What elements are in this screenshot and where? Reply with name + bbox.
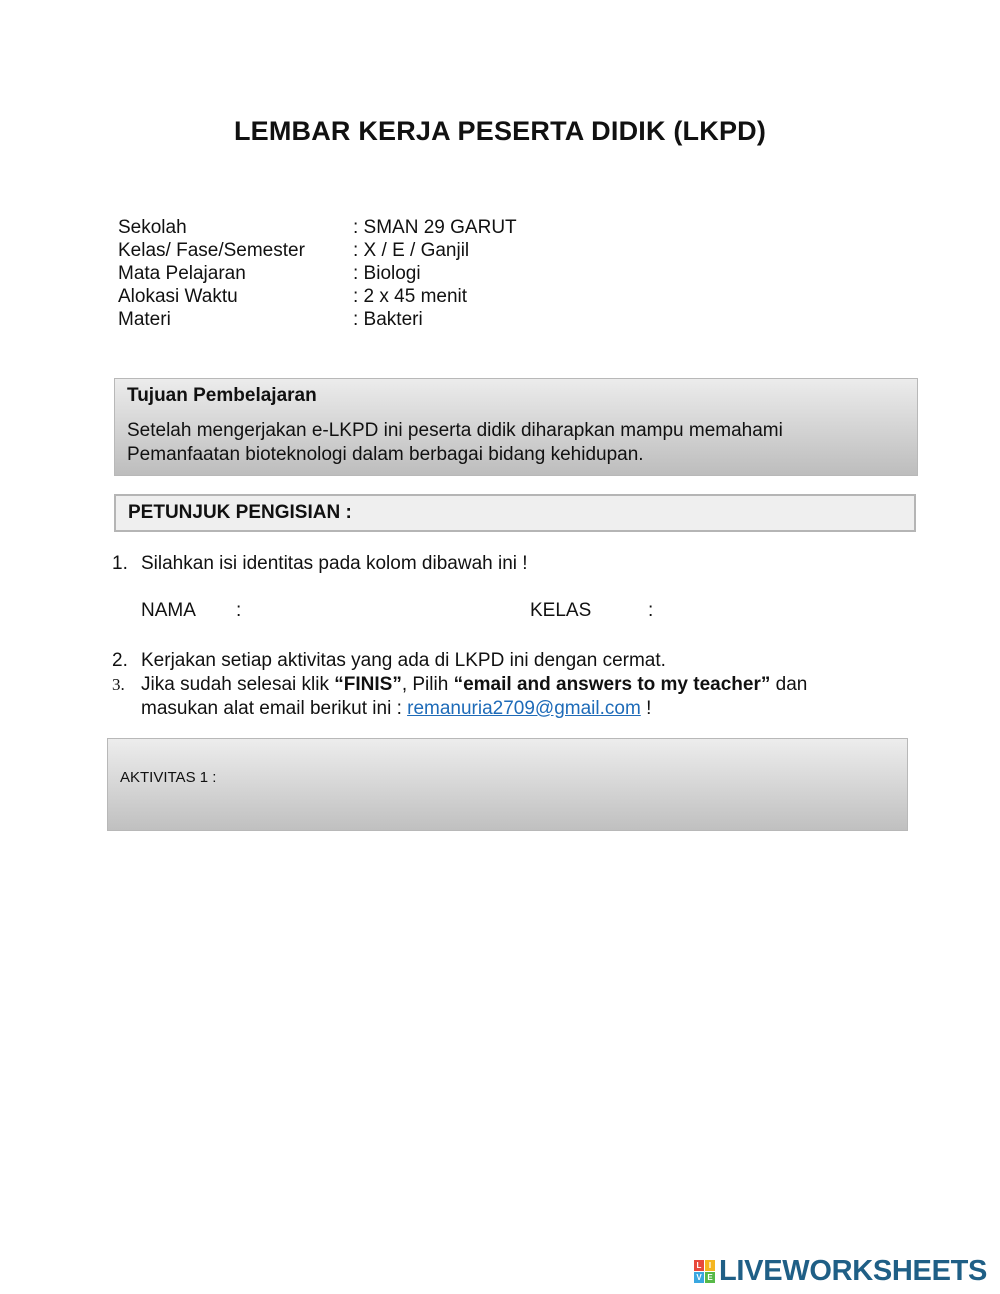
item-number: 3. xyxy=(112,675,125,694)
nama-label: NAMA xyxy=(141,600,196,621)
info-value: : 2 x 45 menit xyxy=(353,286,468,307)
info-value: : X / E / Ganjil xyxy=(353,240,470,261)
finish-keyword: “FINIS” xyxy=(334,674,402,695)
item-text: Silahkan isi identitas pada kolom dibawah ini ! xyxy=(141,553,528,574)
liveworksheets-logo-icon xyxy=(694,1260,715,1283)
info-row-mapel xyxy=(118,262,517,285)
nama-colon: : xyxy=(236,600,242,621)
item-number: 2. xyxy=(112,650,128,671)
info-label: Alokasi Waktu xyxy=(118,286,238,307)
learning-objective-line: Setelah mengerjakan e-LKPD ini peserta didik diharapkan mampu memahami xyxy=(127,420,783,441)
page-title: LEMBAR KERJA PESERTA DIDIK (LKPD) xyxy=(233,116,767,146)
info-row-materi xyxy=(118,308,517,331)
info-label: Sekolah xyxy=(118,217,187,238)
instruction-item-1 xyxy=(112,552,912,576)
info-value: : Biologi xyxy=(353,263,421,284)
instruction-item-2 xyxy=(112,649,912,673)
logo-tile: L xyxy=(694,1260,704,1271)
info-value: : Bakteri xyxy=(353,309,423,330)
email-link[interactable]: remanuria2709@gmail.com xyxy=(407,698,641,719)
learning-objective-heading: Tujuan Pembelajaran xyxy=(127,385,317,406)
item-text: masukan alat email berikut ini : xyxy=(141,698,408,719)
info-label: Materi xyxy=(118,309,171,330)
item-text: Jika sudah selesai klik xyxy=(141,674,335,695)
info-value: : SMAN 29 GARUT xyxy=(353,217,517,238)
info-row-kelas xyxy=(118,239,517,262)
instruction-item-3 xyxy=(112,673,912,721)
info-label: Mata Pelajaran xyxy=(118,263,246,284)
info-label: Kelas/ Fase/Semester xyxy=(118,240,305,261)
identity-fields xyxy=(141,600,912,624)
logo-tile: I xyxy=(705,1260,715,1271)
instructions-list xyxy=(112,552,912,721)
logo-text: LIVEWORKSHEETS xyxy=(719,1255,988,1287)
learning-objective-box xyxy=(114,378,918,476)
item-text: ! xyxy=(640,698,652,719)
logo-tile: V xyxy=(694,1272,704,1283)
kelas-label: KELAS xyxy=(530,600,592,621)
instructions-heading: PETUNJUK PENGISIAN : xyxy=(128,502,352,523)
item-text: dan xyxy=(770,674,808,695)
item-number: 1. xyxy=(112,553,128,574)
instructions-heading-box xyxy=(114,494,916,532)
info-row-alokasi xyxy=(118,285,517,308)
logo-tile: E xyxy=(705,1272,715,1283)
item-text: , Pilih xyxy=(401,674,454,695)
activity-1-box xyxy=(107,738,908,831)
activity-1-label: AKTIVITAS 1 : xyxy=(120,769,217,786)
info-row-sekolah xyxy=(118,216,517,239)
item-text: Kerjakan setiap aktivitas yang ada di LKPD ini dengan cermat. xyxy=(141,650,666,671)
learning-objective-line: Pemanfaatan bioteknologi dalam berbagai bidang kehidupan. xyxy=(127,444,644,465)
info-table xyxy=(118,216,517,331)
liveworksheets-logo xyxy=(694,1255,987,1288)
email-option-keyword: “email and answers to my teacher” xyxy=(453,674,771,695)
kelas-colon: : xyxy=(648,600,654,621)
